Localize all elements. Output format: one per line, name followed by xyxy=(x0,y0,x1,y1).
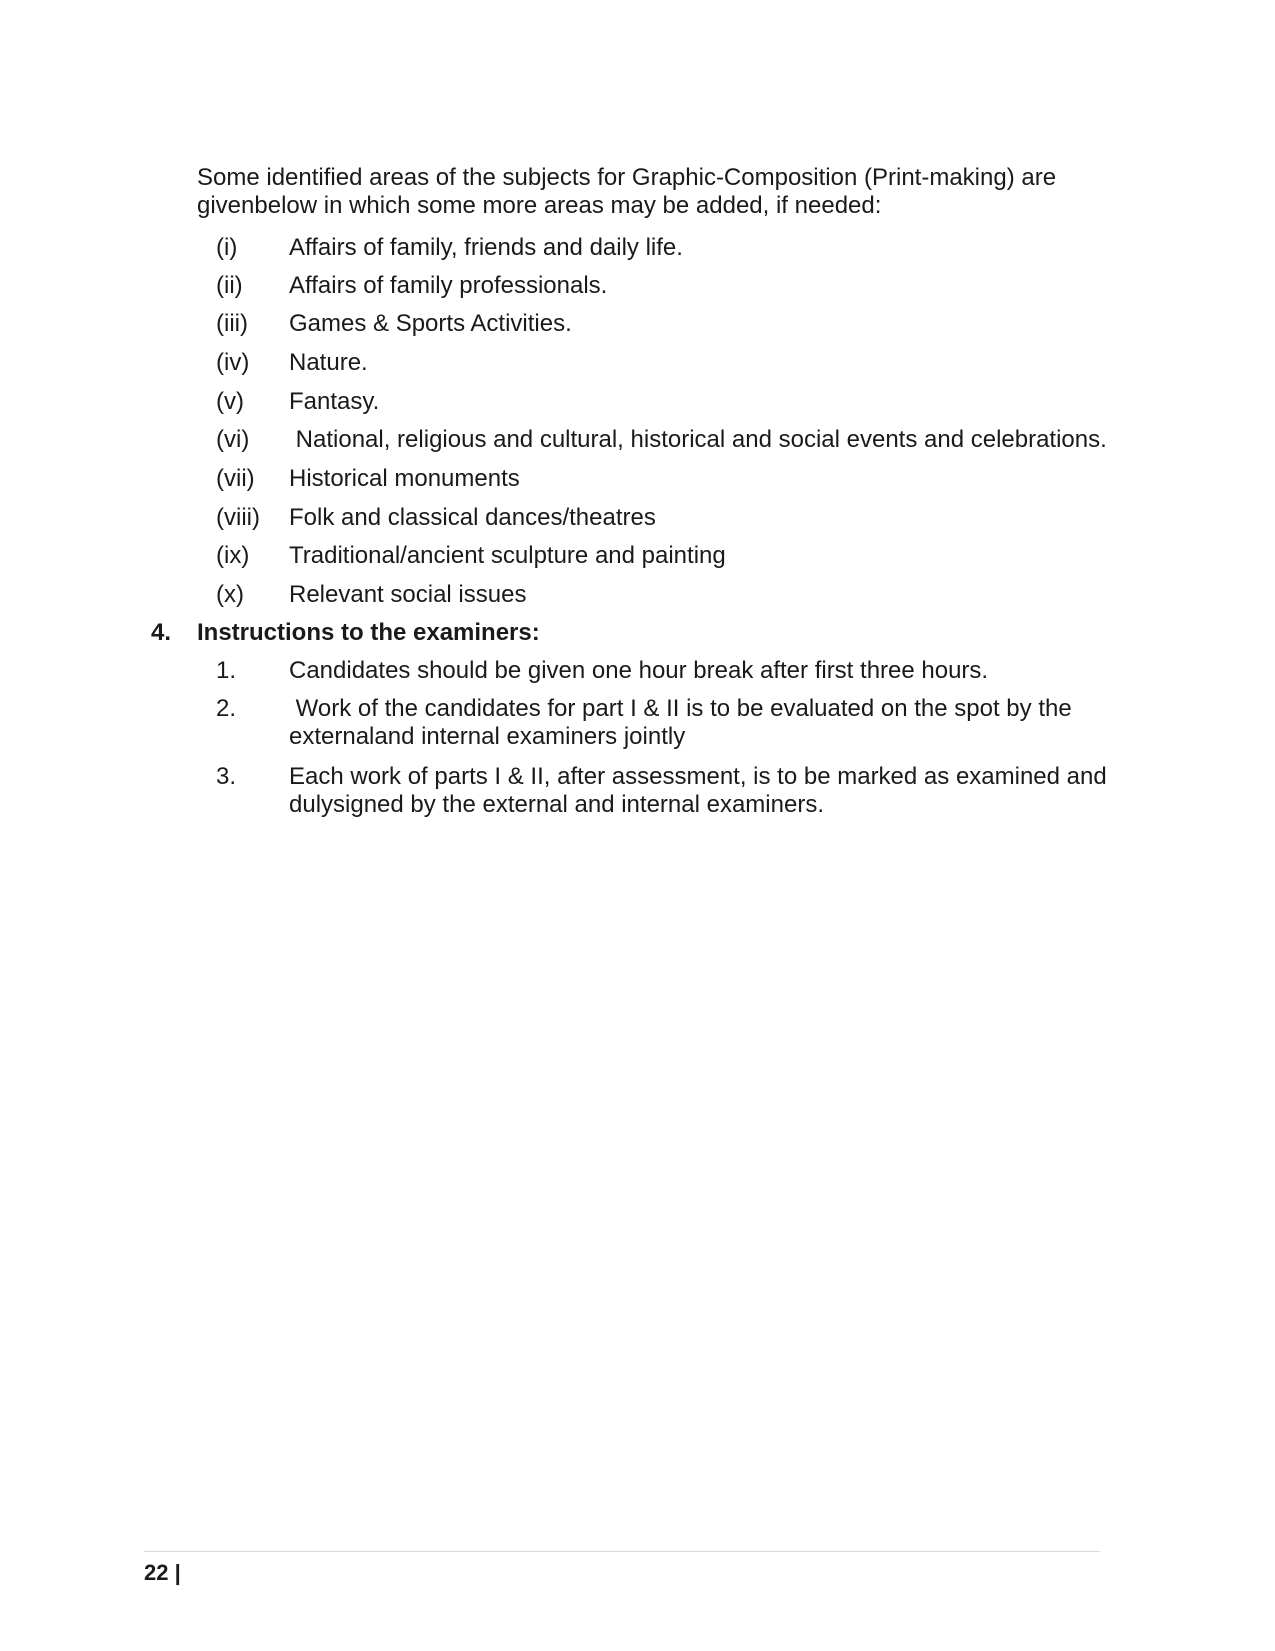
page-number: 22 | xyxy=(144,1560,181,1585)
list-item-number: (ix) xyxy=(216,542,250,569)
list-item-text: Folk and classical dances/theatres xyxy=(289,504,656,531)
list-item-text: Each work of parts I & II, after assessment, is to be marked as examined and dulysigned by the external and internal examiners. xyxy=(289,763,1107,818)
list-item-number: (iii) xyxy=(216,310,248,337)
list-item-text: Historical monuments xyxy=(289,465,520,492)
list-item-number: 3. xyxy=(216,763,237,790)
list-item-text: Relevant social issues xyxy=(289,581,527,608)
list-item-number: (ii) xyxy=(216,272,243,299)
list-item-text: National, religious and cultural, historical and social events and celebrations. xyxy=(289,426,1107,453)
intro-paragraph: Some identified areas of the subjects for Graphic-Composition (Print-making) are givenbelow in which some more areas may be added, if needed: xyxy=(197,164,1057,219)
list-item-text: Affairs of family, friends and daily life. xyxy=(289,234,683,261)
list-item-number: 1. xyxy=(216,657,237,684)
list-item-text: Candidates should be given one hour break after first three hours. xyxy=(289,657,989,684)
list-item-text: Games & Sports Activities. xyxy=(289,310,572,337)
section-title: Instructions to the examiners: xyxy=(197,619,540,646)
section-number: 4. xyxy=(151,619,172,646)
list-item-text: Nature. xyxy=(289,349,368,376)
list-item-number: (i) xyxy=(216,234,238,261)
list-item-number: (vii) xyxy=(216,465,255,492)
list-item-text: Work of the candidates for part I & II is to be evaluated on the spot by the externaland internal examiners jointly xyxy=(289,695,1079,750)
footer-divider xyxy=(144,1551,1100,1552)
list-item-number: (x) xyxy=(216,581,244,608)
list-item-number: 2. xyxy=(216,695,237,722)
list-item-text: Fantasy. xyxy=(289,388,380,415)
list-item-number: (viii) xyxy=(216,504,260,531)
list-item-number: (iv) xyxy=(216,349,250,376)
list-item-text: Affairs of family professionals. xyxy=(289,272,608,299)
list-item-number: (v) xyxy=(216,388,244,415)
list-item-number: (vi) xyxy=(216,426,250,453)
list-item-text: Traditional/ancient sculpture and painting xyxy=(289,542,726,569)
